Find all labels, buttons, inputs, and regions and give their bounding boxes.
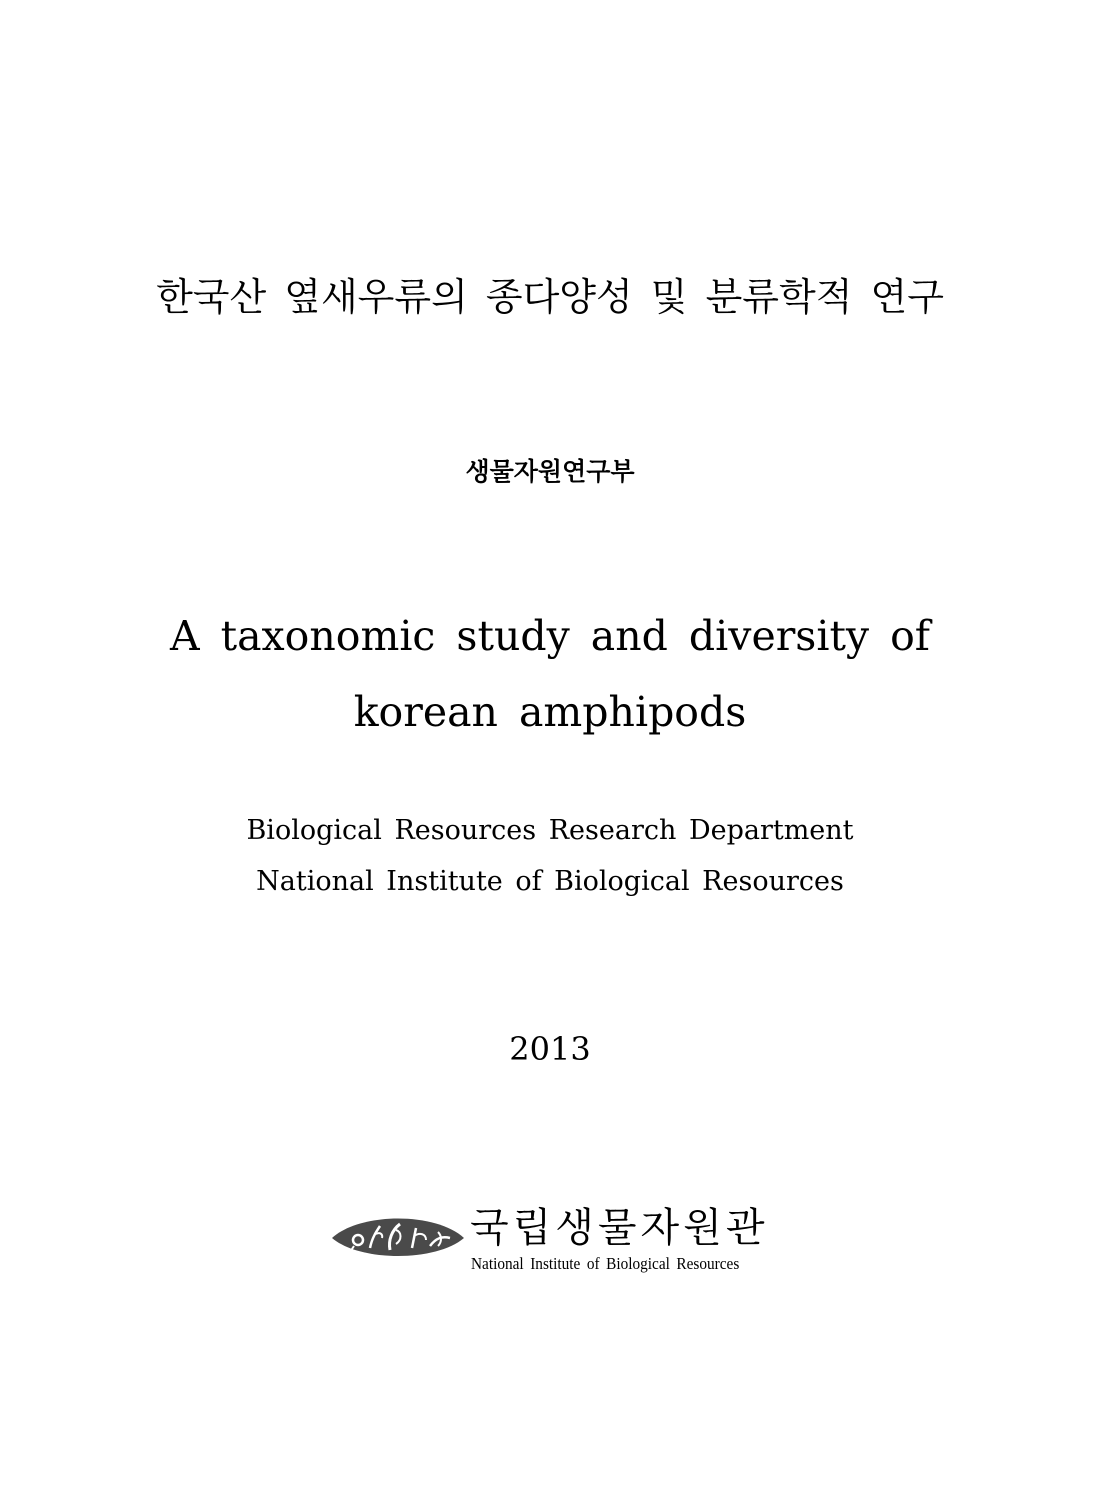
english-department: Biological Resources Research Department (246, 815, 854, 846)
publication-year: 2013 (509, 1030, 591, 1068)
korean-title: 한국산 옆새우류의 종다양성 및 분류학적 연구 (156, 275, 944, 319)
english-title-line-1: A taxonomic study and diversity of (169, 612, 930, 660)
korean-department: 생물자원연구부 (465, 457, 635, 486)
logo-korean-name: 국립생물자원관 (470, 1205, 769, 1251)
logo-english-name: National Institute of Biological Resources (471, 1254, 740, 1273)
institute-logo (330, 1196, 780, 1286)
english-institute: National Institute of Biological Resources (256, 866, 844, 897)
leaf-emblem-icon (330, 1210, 466, 1264)
english-title-line-2: korean amphipods (353, 688, 747, 736)
